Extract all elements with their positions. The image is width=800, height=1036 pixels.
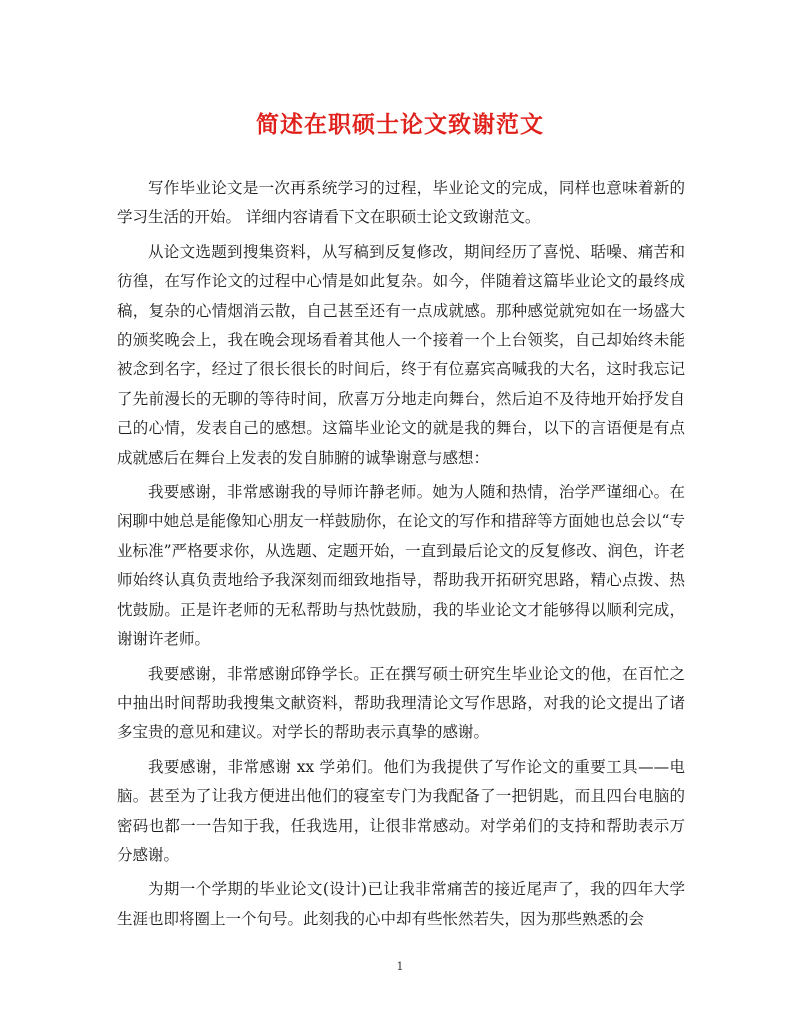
paragraph-thanks-senior: 我要感谢，非常感谢邱铮学长。正在撰写硕士研究生毕业论文的他，在百忙之中抽出时间帮助我搜集文献资料，帮助我理清论文写作思路，对我的论文提出了诸多宝贵的意见和建议。对学长的帮助表示真挚的感谢。 [117,664,685,742]
paragraph-thanks-advisor: 我要感谢，非常感谢我的导师许静老师。她为人随和热情，治学严谨细心。在闲聊中她总是能像知心朋友一样鼓励你，在论文的写作和措辞等方面她也总会以“专业标准”严格要求你，从选题、定题开始，一直到最后论文的反复修改、润色，许老师始终认真负责地给予我深刻而细致地指导，帮助我开拓研究思路，精心点拨、热忱鼓励。正是许老师的无私帮助与热忱鼓励，我的毕业论文才能够得以顺利完成，谢谢许老师。 [117,483,685,649]
paragraph-writing-process: 从论文选题到搜集资料，从写稿到反复修改，期间经历了喜悦、聒噪、痛苦和彷徨，在写作论文的过程中心情是如此复杂。如今，伴随着这篇毕业论文的最终成稿，复杂的心情烟消云散，自己甚至还有一点成就感。那种感觉就宛如在一场盛大的颁奖晚会上，我在晚会现场看着其他人一个接着一个上台领奖，自己却始终未能被念到名字，经过了很长很长的时间后，终于有位嘉宾高喊我的大名，这时我忘记了先前漫长的无聊的等待时间，欣喜万分地走向舞台，然后迫不及待地开始抒发自己的心情，发表自己的感想。这篇毕业论文的就是我的舞台，以下的言语便是有点成就感后在舞台上发表的发自肺腑的诚挚谢意与感想： [117,242,685,467]
document-title: 简述在职硕士论文致谢范文 [256,111,544,138]
page-number: 1 [396,960,404,973]
paragraph-thanks-juniors: 我要感谢，非常感谢 xx 学弟们。他们为我提供了写作论文的重要工具——电脑。甚至为了让我方便进出他们的寝室专门为我配备了一把钥匙，而且四台电脑的密码也都一一告知于我，任我选用，让很非常感动。对学弟们的支持和帮助表示万分感谢。 [117,757,685,864]
paragraph-intro: 写作毕业论文是一次再系统学习的过程，毕业论文的完成，同样也意味着新的学习生活的开始。 详细内容请看下文在职硕士论文致谢范文。 [117,179,685,227]
document-body [117,174,685,939]
paragraph-closing: 为期一个学期的毕业论文(设计)已让我非常痛苦的接近尾声了，我的四年大学生涯也即将圈上一个句号。此刻我的心中却有些怅然若失，因为那些熟悉的会 [117,880,685,928]
